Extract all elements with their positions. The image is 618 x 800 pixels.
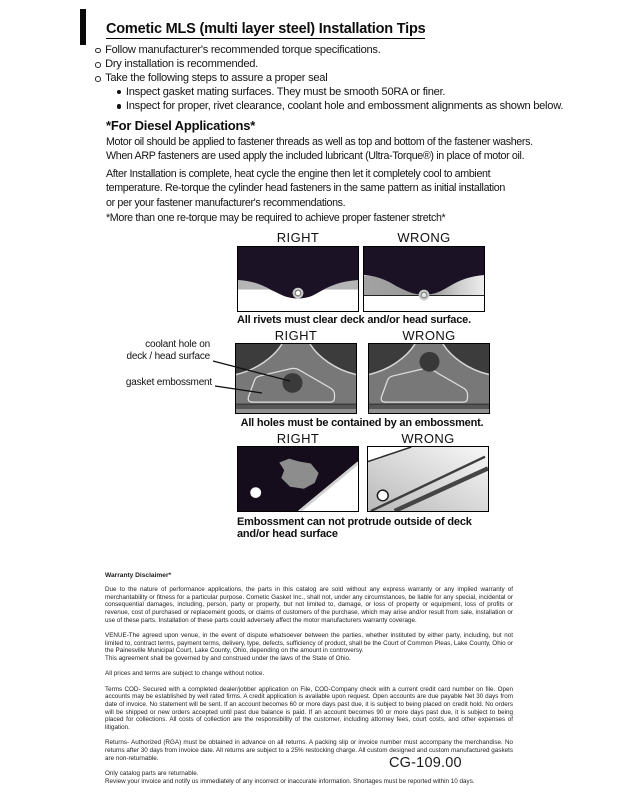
coolant-hole-label-line: deck / head surface	[126, 351, 210, 362]
list-item	[95, 58, 381, 72]
warranty-paragraph: All prices and terms are subject to change without notice.	[105, 670, 265, 678]
warranty-paragraph: This agreement shall be governed by and construed under the laws of the State of Ohio.	[105, 655, 351, 663]
page-title: Cometic MLS (multi layer steel) Installation Tips	[106, 21, 426, 37]
diesel-paragraph-1	[106, 136, 533, 165]
list-item-text: Take the following steps to assure a proper seal	[105, 72, 328, 85]
list-item-text: Inspect gasket mating surfaces. They must be smooth 50RA or finer.	[125, 86, 446, 98]
right-label: RIGHT	[276, 431, 320, 446]
diesel-applications-heading: *For Diesel Applications*	[106, 118, 256, 133]
diesel-paragraph-2	[106, 168, 505, 211]
scan-artifact-mark	[80, 9, 86, 45]
retorque-note: *More than one re-torque may be required to achieve proper fastener stretch*	[106, 212, 446, 224]
embossment-wrong-diagram	[368, 343, 490, 414]
list-item	[95, 72, 381, 86]
diagram1-caption: All rivets must clear deck and/or head surface.	[237, 314, 471, 326]
rivet-wrong-diagram	[363, 246, 485, 312]
warranty-paragraph: Terms COD- Secured with a completed dealer/jobber application on File, COD-Company check with a current credit card number on file. Open accounts may be established by well rated firms. A credit application is available upon request. Open accounts are due payable Net 30 days from date of invoice. No statement will be sent. If an account becomes 60 or more days past due, it is subject to being placed on credit hold. No orders will be shipped or new orders accepted until past due balance is paid. If an account becomes 90 or more days past due, it is subject to being placed for collections. All costs of collection are the responsibility of the customer, including attorney fees, court costs, and other expenses of litigation.	[105, 685, 513, 732]
list-item-text: Dry installation is recommended.	[105, 58, 259, 71]
right-label: RIGHT	[276, 230, 320, 245]
wrong-label: WRONG	[402, 328, 456, 343]
list-item	[117, 100, 563, 114]
protrusion-right-diagram	[237, 446, 359, 512]
paragraph-line: or per your fastener manufacturer's recommendations.	[106, 196, 346, 209]
warranty-heading: Warranty Disclaimer*	[105, 572, 172, 579]
rivet-right-figure	[238, 247, 358, 311]
diagram3-caption-line2: and/or head surface	[237, 528, 338, 540]
wrong-label: WRONG	[397, 230, 451, 245]
embossment-right-figure	[236, 344, 356, 413]
installation-tips-list	[95, 44, 381, 87]
list-item	[117, 86, 563, 100]
hollow-bullet-icon	[95, 48, 101, 54]
filled-bullet-icon	[117, 104, 121, 108]
hollow-bullet-icon	[95, 76, 101, 82]
page-code: CG-109.00	[389, 755, 462, 771]
warranty-paragraph: VENUE-The agreed upon venue, in the event of dispute whatsoever between the parties, whether instituted by either party, including, but not limited to, contract terms, payment terms, delivery, type, defects, sufficiency of product, shall be the Court of Common Pleas, Lake County, Ohio or the Painesville Municipal Court, Lake County, Ohio, depending on the amount in controversy.	[105, 632, 513, 655]
right-label: RIGHT	[274, 328, 318, 343]
paragraph-line: Motor oil should be applied to fastener threads as well as top and bottom of the fastener washers.	[106, 136, 533, 148]
protrusion-wrong-diagram	[367, 446, 489, 512]
embossment-right-diagram	[235, 343, 357, 414]
coolant-hole-label-line: coolant hole on	[145, 339, 210, 350]
warranty-paragraph: Only catalog parts are returnable.	[105, 769, 199, 777]
protrusion-wrong-figure	[368, 447, 488, 511]
list-item	[95, 44, 381, 58]
warranty-paragraph: Returns- Authorized (RGA) must be obtained in advance on all returns. A packing slip or invoice number must accompany the merchandise. No returns after 30 days from invoice date. All returns are subject to a 25% restocking charge. All custom designed and custom manufactured gaskets are non-returnable.	[105, 739, 513, 762]
paragraph-line: temperature. Re-torque the cylinder head fasteners in the same pattern as initial installation	[106, 182, 505, 195]
embossment-wrong-figure	[369, 344, 489, 413]
warranty-paragraph: Review your invoice and notify us immediately of any incorrect or inaccurate information. Shortages must be reported within 10 days.	[105, 777, 475, 785]
hollow-bullet-icon	[95, 62, 101, 68]
installation-tips-sublist	[117, 86, 563, 114]
diagram2-caption: All holes must be contained by an embossment.	[240, 417, 484, 429]
wrong-label: WRONG	[401, 431, 455, 446]
paragraph-line: After Installation is complete, heat cycle the engine then let it completely cool to ambient	[106, 168, 491, 180]
filled-bullet-icon	[117, 90, 121, 94]
protrusion-right-figure	[238, 447, 358, 511]
coolant-hole-label	[100, 339, 210, 363]
gasket-embossment-label: gasket embossment	[125, 377, 212, 388]
rivet-right-diagram	[237, 246, 359, 312]
list-item-text: Follow manufacturer's recommended torque specifications.	[105, 44, 381, 56]
diagram3-caption-line1: Embossment can not protrude outside of deck	[237, 516, 472, 528]
rivet-wrong-figure	[364, 247, 484, 311]
paragraph-line: When ARP fasteners are used apply the included lubricant (Ultra-Torque®) in place of motor oil.	[106, 150, 525, 163]
list-item-text: Inspect for proper, rivet clearance, coolant hole and embossment alignments as shown below.	[125, 100, 564, 113]
warranty-paragraph: Due to the nature of performance applications, the parts in this catalog are sold without any express warranty or any implied warranty of merchantability or fitness for a particular purpose. Cometic Gasket Inc., shall not, under any circumstances, be liable for any special, incidental or consequential damages, including, person, party or property, but not limited to, damage, or loss of property or equipment, loss of profits or revenue, cost of purchased or replacement goods, or claims of customers of the purchase, which may arise and/or result from sale, installation or use of these parts. Installation of these parts could adversely affect the motor manufacturers warranty coverage.	[105, 586, 513, 624]
